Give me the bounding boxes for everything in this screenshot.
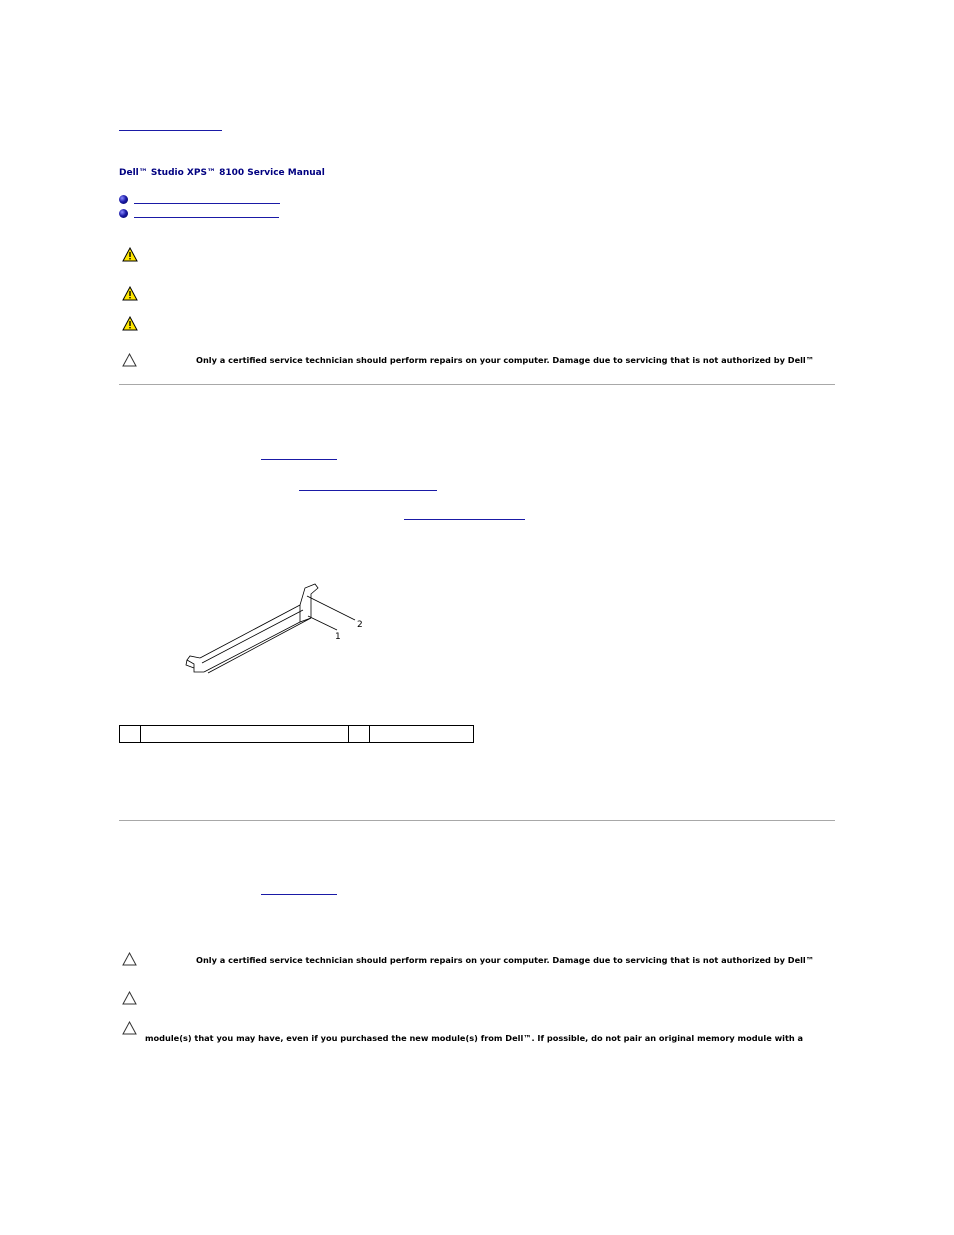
legend-label-cell bbox=[370, 726, 474, 743]
caution-text: Only a certified service technician should perform repairs on your computer. Damage due to servicing that is not authorized by Dell™ bbox=[196, 955, 814, 965]
section-divider bbox=[119, 384, 835, 385]
caution-icon bbox=[122, 353, 137, 367]
caution-icon bbox=[122, 991, 137, 1005]
bullet-icon bbox=[119, 209, 128, 218]
section-link-removing[interactable] bbox=[134, 203, 280, 204]
bullet-icon bbox=[119, 195, 128, 204]
procedure-link[interactable] bbox=[299, 490, 437, 491]
section-link-replacing[interactable] bbox=[134, 217, 279, 218]
warning-icon bbox=[122, 247, 138, 262]
memory-connector-figure bbox=[180, 580, 370, 680]
legend-number-cell bbox=[120, 726, 141, 743]
back-to-contents-link[interactable] bbox=[119, 130, 222, 131]
legend-number-cell bbox=[349, 726, 370, 743]
warning-icon bbox=[122, 316, 138, 331]
legend-label-cell bbox=[141, 726, 349, 743]
procedure-link[interactable] bbox=[261, 459, 337, 460]
warning-icon bbox=[122, 286, 138, 301]
procedure-link[interactable] bbox=[404, 519, 525, 520]
procedure-link[interactable] bbox=[261, 894, 337, 895]
caution-icon bbox=[122, 952, 137, 966]
figure-legend-table bbox=[119, 725, 474, 743]
callout-label-1: 1 bbox=[335, 632, 341, 642]
callout-label-2: 2 bbox=[357, 620, 363, 630]
section-divider bbox=[119, 820, 835, 821]
caution-icon bbox=[122, 1021, 137, 1035]
caution-text: Only a certified service technician should perform repairs on your computer. Damage due to servicing that is not authorized by Dell™ bbox=[196, 355, 814, 365]
table-row bbox=[120, 726, 474, 743]
memory-caution-text: module(s) that you may have, even if you purchased the new module(s) from Dell™. If possible, do not pair an original memory module with a bbox=[145, 1033, 804, 1043]
manual-title: Dell™ Studio XPS™ 8100 Service Manual bbox=[119, 168, 325, 178]
